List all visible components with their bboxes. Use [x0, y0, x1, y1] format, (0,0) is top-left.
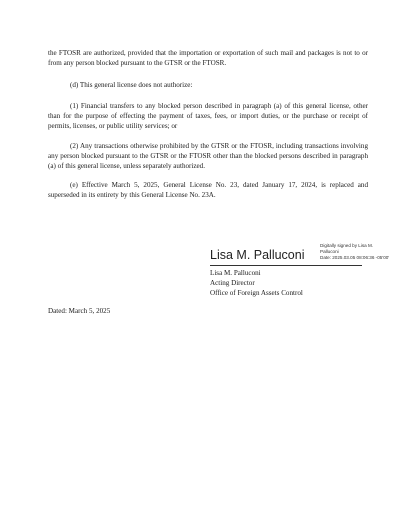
- paragraph-d2: (2) Any transactions otherwise prohibited by the GTSR or the FTOSR, including transactions involving any person blocked pursuant to the GTSR or the FTOSR other than the blocked persons described in paragraph (a) of this general license, unless separately authorized.: [48, 142, 368, 170]
- signer-name: Lisa M. Palluconi: [210, 269, 261, 277]
- paragraph-d-heading: (d) This general license does not authorize:: [70, 81, 193, 89]
- signer-block: [210, 268, 303, 298]
- paragraph-d1: (1) Financial transfers to any blocked person described in paragraph (a) of this general license, other than for the purpose of effecting the payment of taxes, fees, or import duties, or the purchase or receipt of permits, licenses, or public utility services; or: [48, 102, 368, 130]
- signer-office: Office of Foreign Assets Control: [210, 289, 303, 297]
- signer-title: Acting Director: [210, 279, 255, 287]
- digital-signature-line: Palluconi: [320, 248, 339, 254]
- signature-line: [210, 265, 362, 266]
- digital-signature-date: Date: 2025.03.05 08:06:36 -05'00': [320, 254, 390, 260]
- digital-signature-details: [320, 243, 390, 260]
- digital-signature-line: Digitally signed by Lisa M.: [320, 243, 374, 248]
- continuation-paragraph: the FTOSR are authorized, provided that the importation or exportation of such mail and packages is not to or from any person blocked pursuant to the GTSR or the FTOSR.: [48, 49, 368, 67]
- paragraph-e: (e) Effective March 5, 2025, General License No. 23, dated January 17, 2024, is replaced and superseded in its entirety by this General License No. 23A.: [48, 181, 368, 199]
- dated-line: Dated: March 5, 2025: [48, 307, 111, 315]
- signature-name: Lisa M. Palluconi: [210, 248, 305, 262]
